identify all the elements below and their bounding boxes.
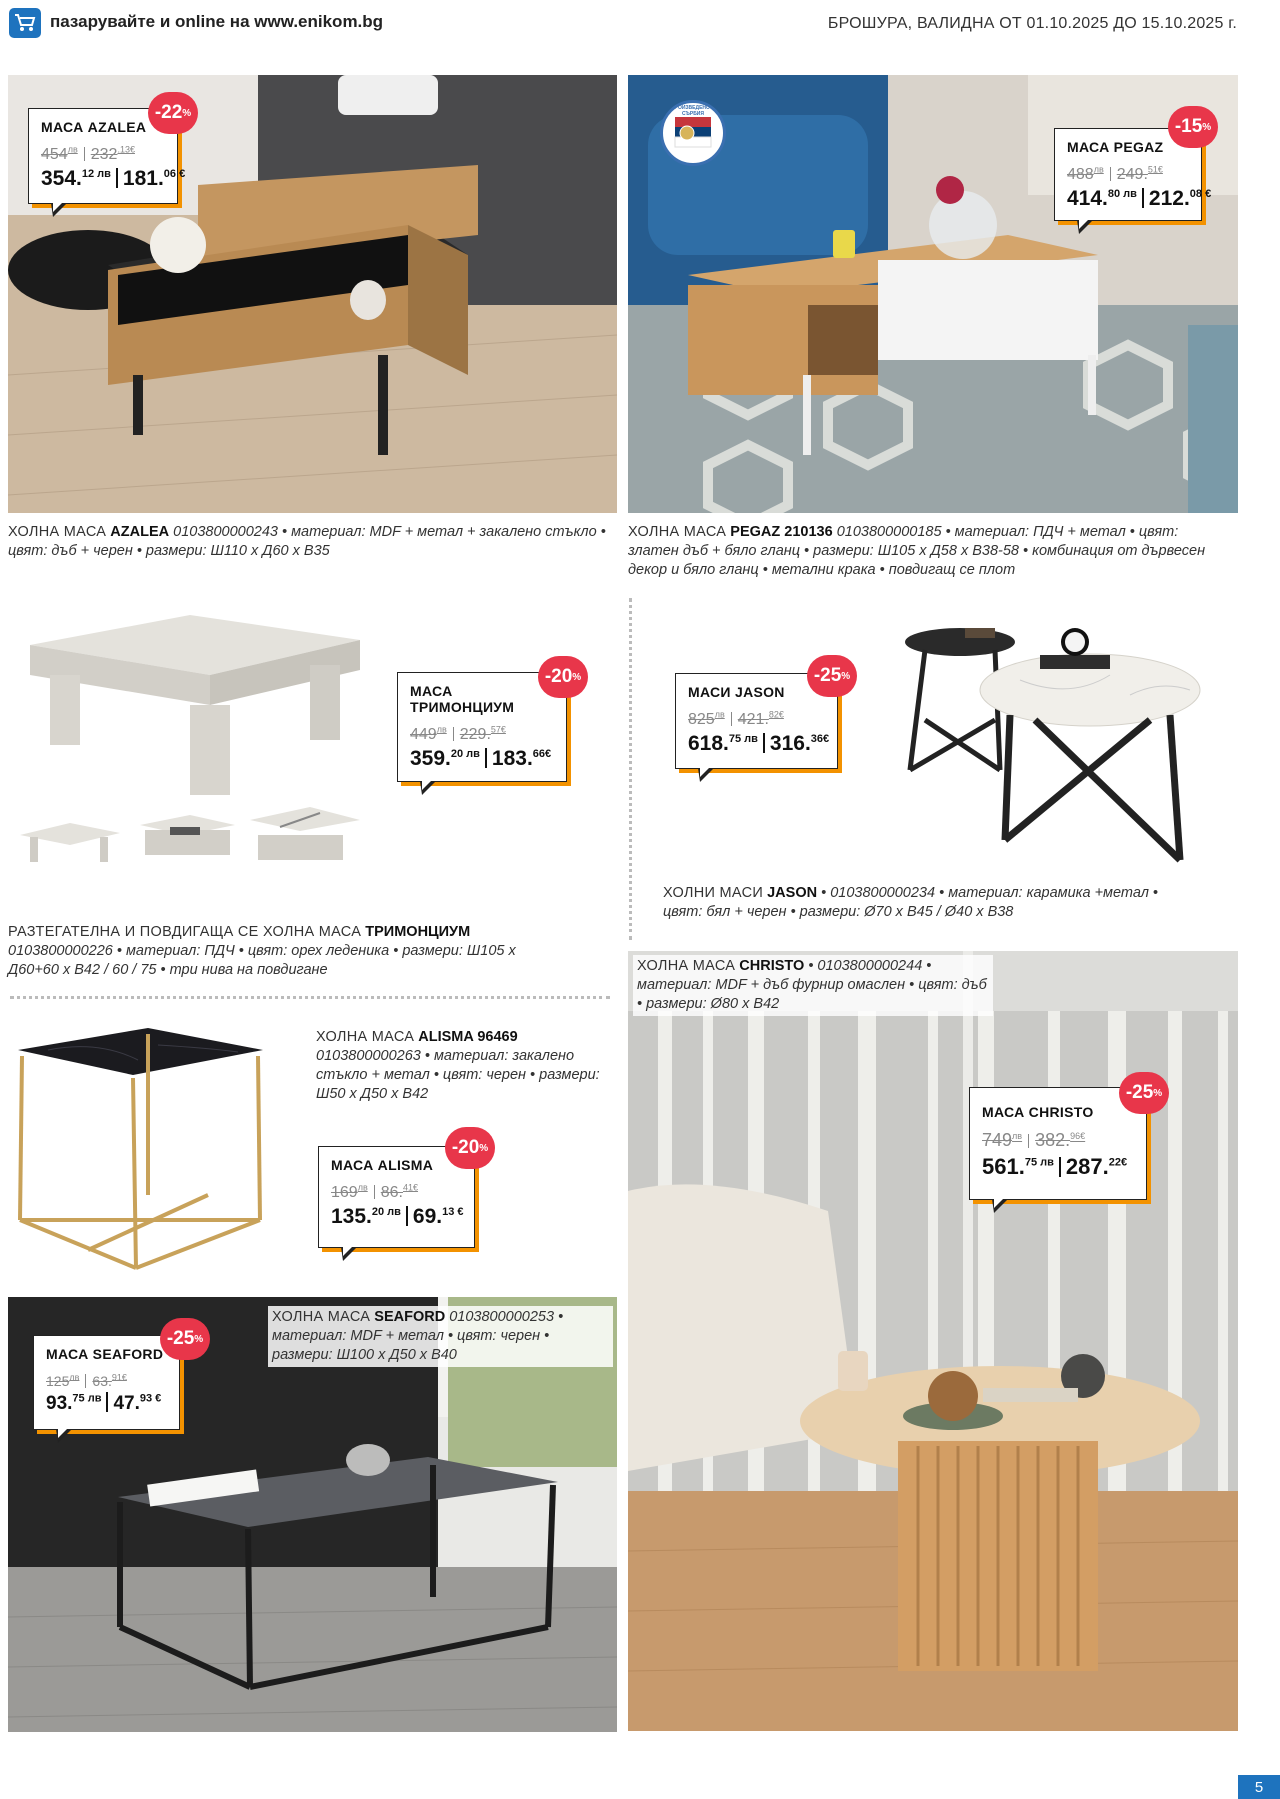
- azalea-caption: ХОЛНА МАСА AZALEA 0103800000243 • материал: MDF + метал + закалено стъкло • цвят: дъб + черен • размери: Ш110 х Д60 х В35: [8, 524, 606, 559]
- tag-title: МАСА ALISMA: [331, 1157, 434, 1173]
- header-site-link[interactable]: www.enikom.bg: [254, 12, 384, 31]
- old-price: $825^{лв}$ 421.$^{82€}$: [688, 710, 784, 729]
- tag-title: МАСА ТРИМОНЦИУМ: [410, 683, 515, 715]
- tag-title: МАСИ JASON: [688, 684, 785, 700]
- old-price: $169^{лв}$ 86.$^{41€}$: [331, 1183, 419, 1202]
- tag-title: МАСА PEGAZ: [1067, 139, 1164, 155]
- header-shop-online: [50, 12, 383, 32]
- tag-title: МАСА AZALEA: [41, 119, 147, 135]
- new-price: 561.$^{75 лв}$ 287.$^{22€}$: [982, 1154, 1128, 1179]
- tag-title: МАСА SEAFORD: [46, 1346, 164, 1362]
- jason-caption: ХОЛНИ МАСИ JASON • 0103800000234 • материал: карамика +метал • цвят: бял + черен • размери: Ø70 х В45 / Ø40 х В38: [663, 885, 1159, 920]
- brochure-validity: БРОШУРА, ВАЛИДНА ОТ 01.10.2025 ДО 15.10.2025 г.: [827, 15, 1237, 32]
- old-price: $488^{лв}$ 249.$^{51€}$: [1067, 165, 1163, 184]
- alisma-photo: [8, 1020, 273, 1275]
- pegaz-caption: ХОЛНА МАСА PEGAZ 210136 0103800000185 • материал: ПДЧ + метал • цвят: златен дъб + бяло гланц • размери: Ш105 х Д58 х В38-58 • комбинация от дървесен декор и бяло гланц • метални крака • повдигащ се плот: [628, 524, 1206, 578]
- discount-badge: -20 %: [445, 1127, 495, 1169]
- old-price: $449^{лв}$ 229.$^{57€}$: [410, 725, 506, 744]
- discount-badge: -25 %: [1119, 1072, 1169, 1114]
- christo-caption: ХОЛНА МАСА CHRISTO • 0103800000244 • материал: MDF + дъб фурнир омаслен • цвят: дъб • размери: Ø80 х В42: [633, 955, 993, 1016]
- old-price: $749^{лв}$ 382.$^{96€}$: [982, 1130, 1086, 1150]
- seaford-caption: ХОЛНА МАСА SEAFORD 0103800000253 • материал: MDF + метал • цвят: черен • размери: Ш100 х Д50 х В40: [268, 1306, 613, 1367]
- new-price: 618.$^{75 лв}$ 316.$^{36€}$: [688, 732, 830, 756]
- new-price: 135.$^{20 лв}$ 69.$^{13 €}$: [331, 1205, 464, 1229]
- discount-badge: -15 %: [1168, 106, 1218, 148]
- christo-price-tag: [969, 1087, 1147, 1200]
- new-price: 93.$^{75 лв}$ 47.$^{93 €}$: [46, 1392, 162, 1414]
- section-divider: [10, 996, 610, 999]
- trimoncium-photo: [20, 605, 365, 897]
- new-price: 354.$^{12 лв}$ 181.$^{06 €}$: [41, 167, 186, 191]
- discount-badge: -20 %: [538, 656, 588, 698]
- tag-title: МАСА CHRISTO: [982, 1104, 1094, 1120]
- header-prefix: пазарувайте и online на: [50, 12, 250, 31]
- made-in-serbia-text: ПРОИЗВЕДЕНО В СЪРБИЯ: [671, 105, 715, 117]
- alisma-caption: ХОЛНА МАСА ALISMA 96469 0103800000263 • материал: закалено стъкло + метал • цвят: черен • размери: Ш50 х Д50 х В42: [316, 1029, 600, 1102]
- trimoncium-caption: РАЗТЕГАТЕЛНА И ПОВДИГАЩА СЕ ХОЛНА МАСА ТРИМОНЦИУМ 0103800000226 • материал: ПДЧ • цвят: орех леденика • размери: Ш105 х Д60+60 х В42 / 60 / 75 • три нива на повдигане: [8, 924, 516, 978]
- section-divider: [629, 598, 632, 940]
- page-number: 5: [1238, 1775, 1280, 1799]
- new-price: 359.$^{20 лв}$ 183.$^{66€}$: [410, 747, 552, 771]
- made-in-serbia-badge: [660, 100, 726, 166]
- christo-photo: [628, 951, 1238, 1731]
- discount-badge: -22 %: [148, 92, 198, 134]
- new-price: 414.$^{80 лв}$ 212.$^{08 €}$: [1067, 187, 1212, 211]
- jason-photo: [890, 620, 1220, 870]
- seaford-price-tag: [33, 1335, 180, 1430]
- old-price: $454^{лв}$ $232^{.13€}$: [41, 145, 135, 164]
- cart-icon[interactable]: [9, 8, 41, 38]
- discount-badge: -25 %: [160, 1318, 210, 1360]
- discount-badge: -25 %: [807, 655, 857, 697]
- old-price: $125^{лв}$ 63.$^{91€}$: [46, 1372, 127, 1389]
